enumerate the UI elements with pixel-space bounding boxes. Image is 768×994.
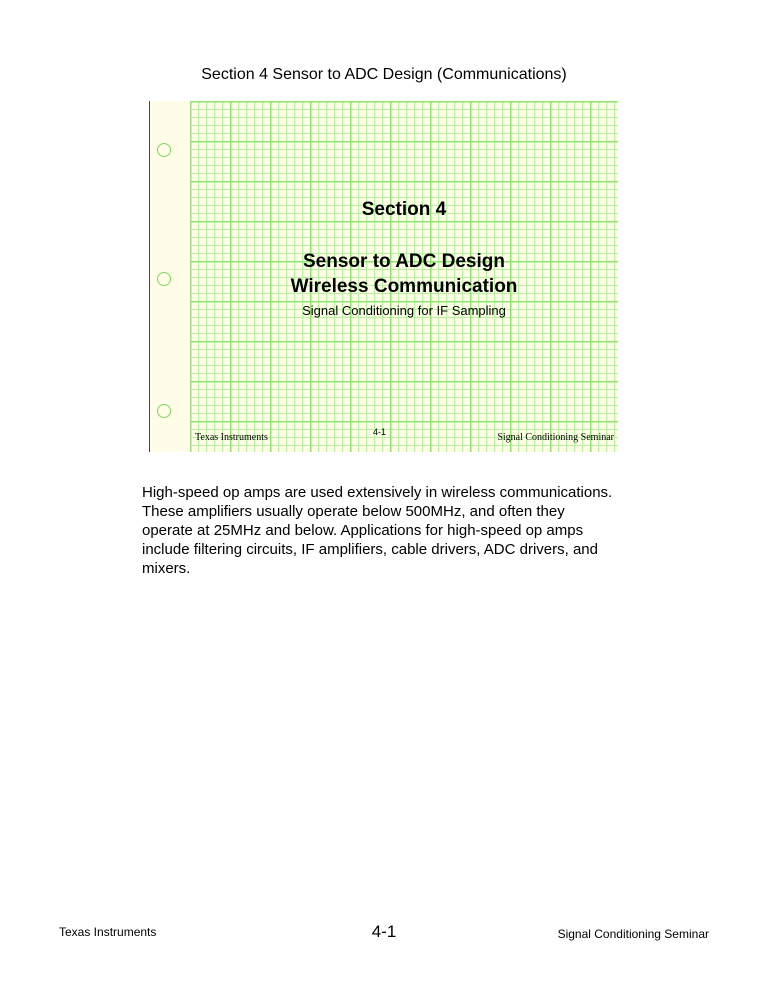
body-line: High-speed op amps are used extensively in wireless communications. (142, 484, 613, 501)
binder-hole-icon (157, 272, 171, 286)
slide-footer-company: Texas Instruments (195, 432, 268, 443)
page-footer-seminar: Signal Conditioning Seminar (557, 927, 709, 941)
slide-footer-page-number: 4-1 (373, 427, 387, 437)
slide-thumbnail (149, 101, 618, 452)
slide-section-heading: Section 4 (361, 199, 447, 220)
body-line: operate at 25MHz and below. Applications for high-speed op amps (142, 522, 584, 539)
slide-title (190, 249, 618, 299)
body-line: include filtering circuits, IF amplifiers, cable drivers, ADC drivers, and (142, 541, 598, 558)
binder-hole-icon (157, 143, 171, 157)
body-line: These amplifiers usually operate below 500MHz, and often they (142, 503, 565, 520)
slide-footer-seminar: Signal Conditioning Seminar (497, 432, 614, 443)
page-footer-page-number: 4-1 (371, 922, 397, 941)
body-line: mixers. (142, 560, 191, 577)
page-footer-company: Texas Instruments (59, 925, 157, 939)
slide-title-line-2: Wireless Communication (290, 276, 518, 297)
page-header: Section 4 Sensor to ADC Design (Communications) (201, 66, 567, 83)
slide-title-line-1: Sensor to ADC Design (303, 251, 505, 272)
slide-edge (149, 101, 150, 452)
slide-subtitle: Signal Conditioning for IF Sampling (302, 303, 506, 318)
body-paragraph (142, 483, 632, 578)
binder-hole-icon (157, 404, 171, 418)
